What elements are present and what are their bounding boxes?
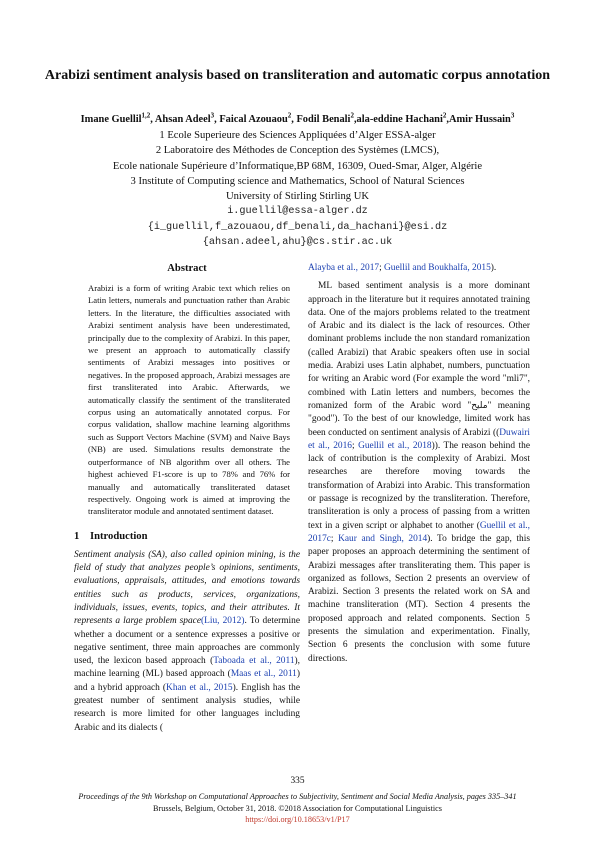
intro-text: " meaning "good"). To the best of our knowledge, limited work has been conducted on sentiment analysis of Arabizi ((	[308, 400, 531, 438]
intro-text: . To determine whether a document or a sentence expresses a positive or negative sentiment, three main approaches are commonly used, the lexicon based approach (	[74, 616, 301, 667]
intro-text: ;	[351, 440, 359, 451]
proceedings-line: Proceedings of the 9th Workshop on Computational Approaches to Subjectivity, Sentiment and Social Media Analysis, pages 335–341	[78, 792, 517, 801]
affiliations	[40, 128, 555, 250]
intro-paragraph-1	[74, 549, 300, 735]
affiliation-2-address: Ecole nationale Supérieure d’Informatique,BP 68M, 16309, Oued-Smar, Alger, Algérie	[112, 160, 483, 172]
section-heading-introduction	[74, 530, 300, 543]
arabic-word: مليح	[471, 400, 488, 411]
citation-guellil-boukhalfa-2015[interactable]: Guellil and Boukhalfa, 2015	[384, 263, 491, 273]
citation-guellil-2018[interactable]: Guellil et al., 2018	[358, 440, 432, 451]
paper-title: Arabizi sentiment analysis based on transliteration and automatic corpus annotation	[44, 68, 551, 83]
intro-paragraph-1-continued	[308, 262, 530, 275]
intro-text: ;	[379, 263, 385, 273]
email-3: {ahsan.adeel,ahu}@cs.stir.ac.uk	[202, 237, 393, 249]
affiliation-2: 2 Laboratoire des Méthodes de Conception des Systèmes (LMCS),	[155, 145, 440, 157]
doi-link[interactable]: https://doi.org/10.18653/v1/P17	[245, 815, 350, 824]
affiliation-1: 1 Ecole Superieure des Sciences Appliquées d’Alger ESSA-alger	[159, 130, 436, 141]
section-title: Introduction	[90, 530, 148, 542]
email-2: {i_guellil,f_azouaou,df_benali,da_hachani}@esi.dz	[147, 221, 448, 233]
intro-text: ) and a hybrid approach (	[74, 669, 300, 693]
intro-text: ).	[490, 263, 497, 273]
intro-text: ). To bridge the gap, this paper proposes an approach determining the sentiment of Arabizi messages after transliterating them. This paper is organized as follows, Section 2 presents an overview of Arabizi. Section 3 presents the related work on SA and machine transliteration (MT). Section 4 presents the proposed approach and related components. Section 5 presents the simulation and experimentation. Finally, Section 6 presents the conclusion with some future directions.	[308, 533, 530, 664]
abstract-text: Arabizi is a form of writing Arabic text which relies on Latin letters, numerals and punctuation rather than Arabic letters. In the literature, the difficulties associated with Arabizi sentiment analysis have been underestimated, principally due to the complexity of Arabizi. In this paper, we present an approach to automatically classify sentiments of Arabizi messages into positives or negatives. In the proposed approach, Arabizi messages are first transliterated into Arabic. Afterwards, we automatically classify the sentiment of the transliterated corpus using an automatically annotated corpus. For corpus validation, shallow machine learning algorithms such as Support Vectors Machine (SVM) and Naive Bays (NB) are used. Simulations results demonstrate the outperformance of NB algorithm over all others. The highest achieved F1-score is up to 78% and 76% for manually and automatically transliterated dataset respectively. Ongoing work is aimed at improving the transliterator module and annotated sentiment dataset.	[88, 283, 290, 517]
intro-paragraph-2	[308, 280, 530, 666]
intro-text: ML based sentiment analysis is a more dominant approach in the literature but it requires annotated training data. One of the majors problems related to the treatment of Arabic and its dialect is the lack of resources. Other dominant problems include the non standard romanization (called Arabizi) that Arabic speakers often use in social media. Arabizi uses Latin alphabet, numbers, punctuation for writing an Arabic word (For example the word "mli7", combined with Latin letters and numbers, becomes the romanized form of the Arabic word "	[308, 281, 530, 411]
citation-alayba-2017[interactable]: Alayba et al., 2017	[308, 263, 380, 273]
section-number: 1	[74, 530, 80, 542]
citation-liu-2012[interactable]: (Liu, 2012)	[201, 616, 245, 627]
location-line: Brussels, Belgium, October 31, 2018. ©2018 Association for Computational Linguistics	[153, 803, 442, 813]
citation-duwairi-2016[interactable]: Duwairi et al., 2016	[308, 427, 530, 451]
citation-maas-2011[interactable]: Maas et al., 2011	[230, 669, 297, 680]
intro-text: ). English has the greatest number of sentiment analysis studies, while research is more limited for other languages including Arabic and its dialects (	[74, 682, 300, 733]
affiliation-3-university: University of Stirling Stirling UK	[225, 191, 369, 203]
sa-definition: Sentiment analysis (SA), also called opinion mining, is the field of study that analyzes people’s opinions, sentiments, evaluations, appraisals, attitudes, and emotions towards entities such as products, services, organizations, individuals, issues, events, topics, and their attributes. It represents a large problem space	[74, 549, 300, 627]
right-column	[308, 262, 530, 666]
intro-text: )). The reason behind the lack of contribution is the complexity of Arabizi. Most researches are therefore moving towards the transformation of Arabizi into Arabic. This transformation or passage is recognized by the transliteration. Therefore, transliteration is only a process of passing from a written text in a given script or alphabet to another (	[308, 440, 530, 531]
email-1: i.guellil@essa-alger.dz	[227, 206, 368, 218]
affiliation-3: 3 Institute of Computing science and Mathematics, School of Natural Sciences	[130, 175, 465, 187]
citation-khan-2015[interactable]: Khan et al., 2015	[166, 682, 233, 693]
page-number: 335	[290, 776, 305, 786]
citation-kaur-singh-2014[interactable]: Kaur and Singh, 2014	[338, 533, 428, 544]
author-list	[10, 110, 585, 126]
page-footer	[20, 791, 575, 826]
citation-guellil-2017c[interactable]: Guellil et al., 2017c	[308, 520, 530, 544]
left-column	[74, 262, 300, 735]
abstract-heading: Abstract	[167, 263, 207, 274]
intro-text: ), machine learning (ML) based approach (	[74, 656, 300, 680]
citation-taboada-2011[interactable]: Taboada et al., 2011	[213, 656, 295, 667]
author-line: Imane Guellil$^{1,2}$, Ahsan Adeel$^3$, Faical Azouaou$^2$, Fodil Benali$^2$,ala-eddine Hachani$^2$,Amir Hussain$^3$	[80, 112, 515, 126]
intro-text: ;	[330, 533, 339, 544]
